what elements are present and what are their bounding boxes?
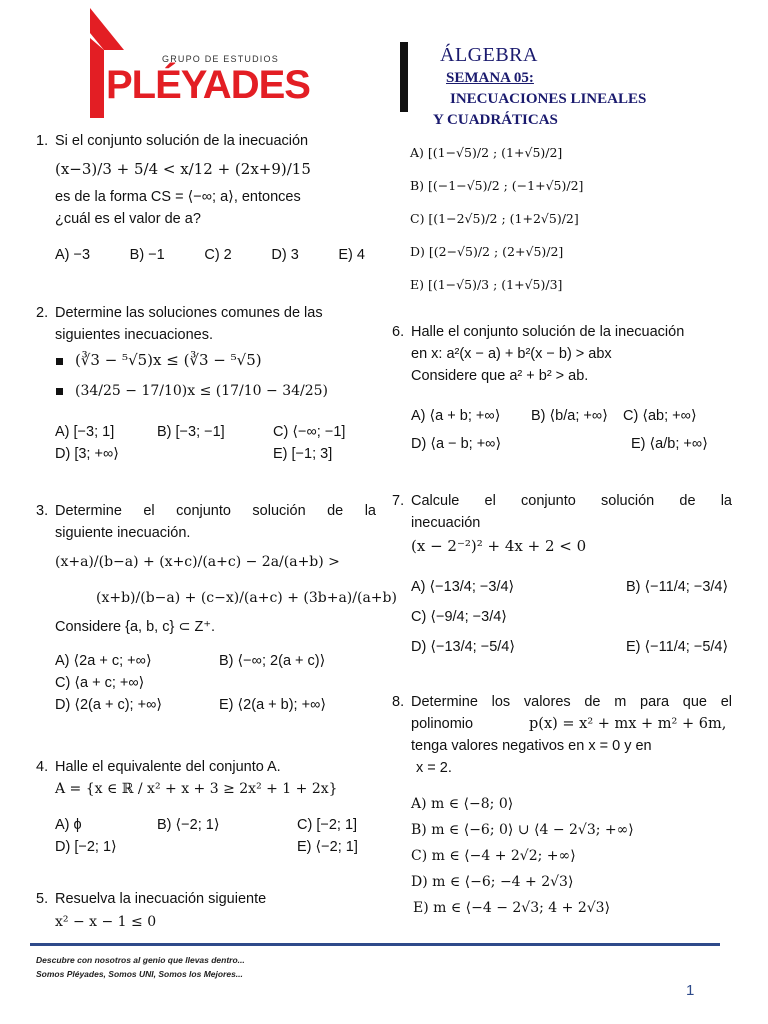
- option-c[interactable]: C) 2: [204, 247, 232, 263]
- options: [411, 572, 737, 602]
- question-text: en x: a²(x − a) + b²(x − b) > abx: [411, 346, 612, 362]
- question-text: siguientes inecuaciones.: [55, 327, 213, 343]
- option-c[interactable]: C) [−2; 1]: [297, 817, 358, 833]
- option-b[interactable]: B) −1: [129, 247, 165, 263]
- option-d[interactable]: D) m ∈ ⟨−6; −4 + 2√3⟩: [411, 874, 574, 890]
- option-c[interactable]: C) ⟨ab; +∞⟩: [623, 408, 697, 424]
- question-text: Halle el equivalente del conjunto A.: [55, 759, 281, 775]
- option-d[interactable]: D) ⟨−13/4; −5/4⟩: [411, 639, 516, 655]
- options: [55, 650, 376, 672]
- option-d[interactable]: D) [(2−√5)/2 ; (2+√5)/2]: [410, 244, 564, 259]
- question-6: [392, 321, 737, 455]
- question-number: 6.: [392, 324, 405, 340]
- option-d[interactable]: D) [3; +∞⟩: [55, 446, 119, 462]
- question-text: tenga valores negativos en x = 0 y en: [411, 738, 652, 754]
- footer-divider: [30, 943, 720, 946]
- header-divider: [400, 42, 408, 112]
- option-e[interactable]: E) m ∈ ⟨−4 − 2√3; 4 + 2√3⟩: [413, 900, 611, 916]
- page-number: 1: [686, 982, 695, 999]
- option-e[interactable]: E) ⟨2(a + b); +∞⟩: [219, 697, 327, 713]
- inequation-2: (34/25 − 17/10)x ≤ (17/10 − 34/25): [75, 383, 329, 399]
- option-b[interactable]: B) [−3; −1]: [157, 424, 225, 440]
- option-e[interactable]: E) 4: [338, 247, 365, 263]
- option-b[interactable]: B) ⟨−∞; 2(a + c)⟩: [219, 653, 326, 669]
- question-text: Considere que a² + b² > ab.: [411, 368, 589, 384]
- question-text: Determine el conjunto solución de la: [55, 503, 376, 519]
- question-text: es de la forma CS = ⟨−∞; a⟩, entonces: [55, 189, 301, 205]
- footer-slogan-1: Descubre con nosotros al genio que llevas dentro...: [36, 955, 245, 965]
- option-b[interactable]: B) ⟨b/a; +∞⟩: [531, 408, 608, 424]
- question-number: 7.: [392, 493, 405, 509]
- inequation: (x − 2⁻²)² + 4x + 2 < 0: [411, 537, 587, 555]
- question-text: Determine los valores de m para que el: [411, 694, 732, 710]
- question-8: [392, 691, 737, 921]
- question-text: inecuación: [411, 515, 481, 531]
- topic-line-1: INECUACIONES LINEALES: [450, 91, 647, 107]
- option-d[interactable]: D) ⟨a − b; +∞⟩: [411, 436, 502, 452]
- option-a[interactable]: A) [(1−√5)/2 ; (1+√5)/2]: [410, 145, 563, 160]
- question-text: Calcule el conjunto solución de la: [411, 493, 732, 509]
- topic-line-2: Y CUADRÁTICAS: [433, 112, 558, 128]
- inequation-left: (x+a)/(b−a) + (x+c)/(a+c) − 2a/(a+b) >: [55, 554, 340, 570]
- question-text: Determine las soluciones comunes de las: [55, 305, 323, 321]
- logo-name: PLÉYADES: [106, 63, 310, 107]
- inequation-right: (x+b)/(b−a) + (c−x)/(a+c) + (3b+a)/(a+b): [96, 590, 397, 606]
- question-7: [392, 490, 737, 662]
- bullet-icon: [56, 388, 63, 395]
- question-number: 8.: [392, 694, 405, 710]
- question-2: [36, 302, 376, 465]
- option-c[interactable]: C) ⟨−9/4; −3/4⟩: [411, 609, 507, 625]
- inequation: (x−3)/3 + 5/4 < x/12 + (2x+9)/15: [55, 160, 311, 178]
- option-a[interactable]: A) ⟨a + b; +∞⟩: [411, 408, 501, 424]
- question-4: [36, 756, 376, 858]
- question-number: 5.: [36, 891, 49, 907]
- option-e[interactable]: E) ⟨−2; 1]: [297, 839, 358, 855]
- polynomial: p(x) = x² + mx + m² + 6m,: [529, 716, 727, 732]
- option-c[interactable]: C) [(1−2√5)/2 ; (1+2√5)/2]: [410, 211, 579, 226]
- question-1: [36, 130, 376, 266]
- question-5-options: [410, 136, 610, 301]
- option-e[interactable]: E) ⟨−11/4; −5/4⟩: [626, 639, 729, 655]
- option-a[interactable]: A) [−3; 1]: [55, 424, 115, 440]
- option-e[interactable]: E) [−1; 3]: [273, 446, 333, 462]
- option-c[interactable]: C) m ∈ ⟨−4 + 2√2; +∞⟩: [411, 848, 576, 864]
- option-a[interactable]: A) ϕ: [55, 817, 82, 833]
- option-b[interactable]: B) m ∈ ⟨−6; 0⟩ ∪ ⟨4 − 2√3; +∞⟩: [411, 822, 634, 838]
- question-text: siguiente inecuación.: [55, 525, 191, 541]
- subject-title: ÁLGEBRA: [440, 44, 538, 66]
- option-a[interactable]: A) m ∈ ⟨−8; 0⟩: [411, 796, 514, 812]
- question-text: Resuelva la inecuación siguiente: [55, 891, 267, 907]
- options: [411, 405, 737, 427]
- question-text: polinomio: [411, 716, 474, 732]
- option-c[interactable]: C) ⟨−∞; −1]: [273, 424, 346, 440]
- logo-subtitle: GRUPO DE ESTUDIOS: [162, 54, 279, 64]
- option-d[interactable]: D) [−2; 1⟩: [55, 839, 117, 855]
- option-a[interactable]: A) −3: [55, 247, 91, 263]
- option-c[interactable]: C) ⟨a + c; +∞⟩: [55, 675, 145, 691]
- set-definition: A = {x ∈ ℝ / x² + x + 3 ≥ 2x² + 1 + 2x}: [55, 781, 338, 797]
- option-e[interactable]: E) [(1−√5)/3 ; (1+√5)/3]: [410, 277, 563, 292]
- option-b[interactable]: B) ⟨−2; 1⟩: [157, 817, 220, 833]
- question-number: 3.: [36, 503, 49, 519]
- week-label: SEMANA 05:: [446, 70, 534, 86]
- option-b[interactable]: B) [(−1−√5)/2 ; (−1+√5)/2]: [410, 178, 584, 193]
- option-a[interactable]: A) ⟨2a + c; +∞⟩: [55, 653, 152, 669]
- footer-slogan-2: Somos Pléyades, Somos UNI, Somos los Mejores...: [36, 969, 243, 979]
- question-text: Si el conjunto solución de la inecuación: [55, 133, 309, 149]
- inequation: x² − x − 1 ≤ 0: [55, 914, 157, 930]
- question-text: ¿cuál es el valor de a?: [55, 211, 201, 227]
- question-text: Considere {a, b, c} ⊂ Z⁺.: [55, 619, 216, 635]
- question-text: x = 2.: [416, 760, 452, 776]
- option-e[interactable]: E) ⟨a/b; +∞⟩: [631, 436, 708, 452]
- option-a[interactable]: A) ⟨−13/4; −3/4⟩: [411, 579, 515, 595]
- options: [55, 421, 376, 443]
- question-5: [36, 888, 376, 934]
- inequation-1: (∛3 − ⁵√5)x ≤ (∛3 − ⁵√5): [75, 351, 262, 369]
- question-number: 1.: [36, 133, 49, 149]
- options: [55, 244, 365, 266]
- question-number: 2.: [36, 305, 49, 321]
- bullet-icon: [56, 358, 63, 365]
- question-text: Halle el conjunto solución de la inecuación: [411, 324, 685, 340]
- option-d[interactable]: D) ⟨2(a + c); +∞⟩: [55, 697, 163, 713]
- option-d[interactable]: D) 3: [271, 247, 299, 263]
- logo: [84, 8, 310, 123]
- question-number: 4.: [36, 759, 49, 775]
- question-3: [36, 500, 397, 716]
- option-b[interactable]: B) ⟨−11/4; −3/4⟩: [626, 579, 729, 595]
- options: [55, 814, 376, 836]
